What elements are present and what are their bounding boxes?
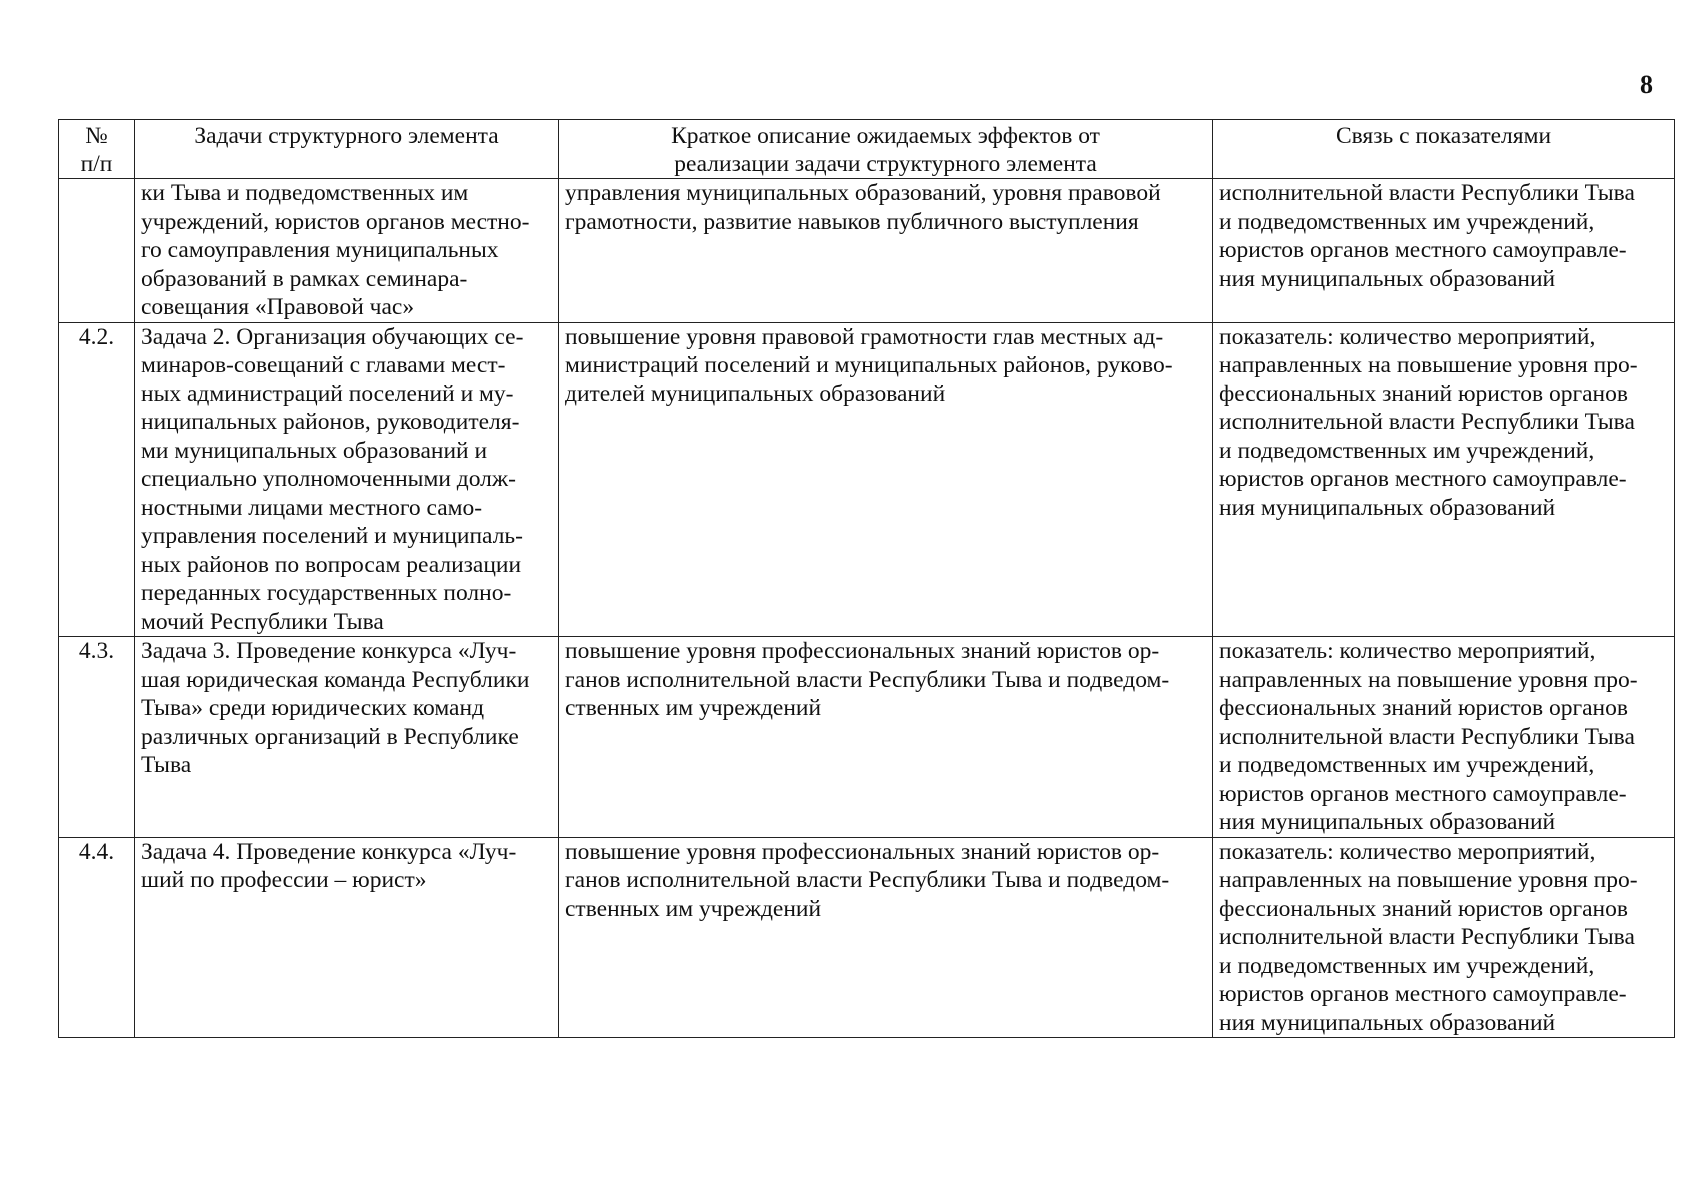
table-row [59,837,1675,1038]
row-task: Задача 3. Проведение конкурса «Луч- шая юридическая команда Республики Тыва» среди юридических команд различных организаций в Республике Тыва [135,637,559,838]
row-description: повышение уровня профессиональных знаний юристов ор- ганов исполнительной власти Республики Тыва и подведом- ственных им учреждений [559,637,1213,838]
row-link: показатель: количество мероприятий, направленных на повышение уровня про- фессиональных знаний юристов органов исполнительной власти Республики Тыва и подведомственных им учреждений, юристов органов местного самоуправле- ния муниципальных образований [1213,637,1675,838]
row-number: 4.4. [59,837,135,1038]
header-link: Связь с показателями [1213,120,1675,179]
header-num: № п/п [59,120,135,179]
row-link: исполнительной власти Республики Тыва и подведомственных им учреждений, юристов органов местного самоуправле- ния муниципальных образований [1213,179,1675,323]
table-row [59,322,1675,637]
tasks-table [58,119,1675,1038]
table-row [59,637,1675,838]
header-tasks: Задачи структурного элемента [135,120,559,179]
row-task: Задача 4. Проведение конкурса «Луч- ший по профессии – юрист» [135,837,559,1038]
row-number: 4.2. [59,322,135,637]
table-header-row [59,120,1675,179]
row-link: показатель: количество мероприятий, направленных на повышение уровня про- фессиональных знаний юристов органов исполнительной власти Республики Тыва и подведомственных им учреждений, юристов органов местного самоуправле- ния муниципальных образований [1213,837,1675,1038]
row-link: показатель: количество мероприятий, направленных на повышение уровня про- фессиональных знаний юристов органов исполнительной власти Республики Тыва и подведомственных им учреждений, юристов органов местного самоуправле- ния муниципальных образований [1213,322,1675,637]
row-description: повышение уровня правовой грамотности глав местных ад- министраций поселений и муниципальных районов, руково- дителей муниципальных образований [559,322,1213,637]
page-number: 8 [1640,70,1653,99]
row-number: 4.3. [59,637,135,838]
row-description: управления муниципальных образований, уровня правовой грамотности, развитие навыков публичного выступления [559,179,1213,323]
row-task: ки Тыва и подведомственных им учреждений, юристов органов местно- го самоуправления муниципальных образований в рамках семинара- совещания «Правовой час» [135,179,559,323]
row-description: повышение уровня профессиональных знаний юристов ор- ганов исполнительной власти Республики Тыва и подведом- ственных им учреждений [559,837,1213,1038]
row-number [59,179,135,323]
header-description: Краткое описание ожидаемых эффектов от реализации задачи структурного элемента [559,120,1213,179]
table-row [59,179,1675,323]
row-task: Задача 2. Организация обучающих се- минаров-совещаний с главами мест- ных администраций поселений и му- ниципальных районов, руководителя- ми муниципальных образований и специально уполномоченными долж- ностными лицами местного само- управления поселений и муниципаль- ных районов по вопросам реализации переданных государственных полно- мочий Республики Тыва [135,322,559,637]
